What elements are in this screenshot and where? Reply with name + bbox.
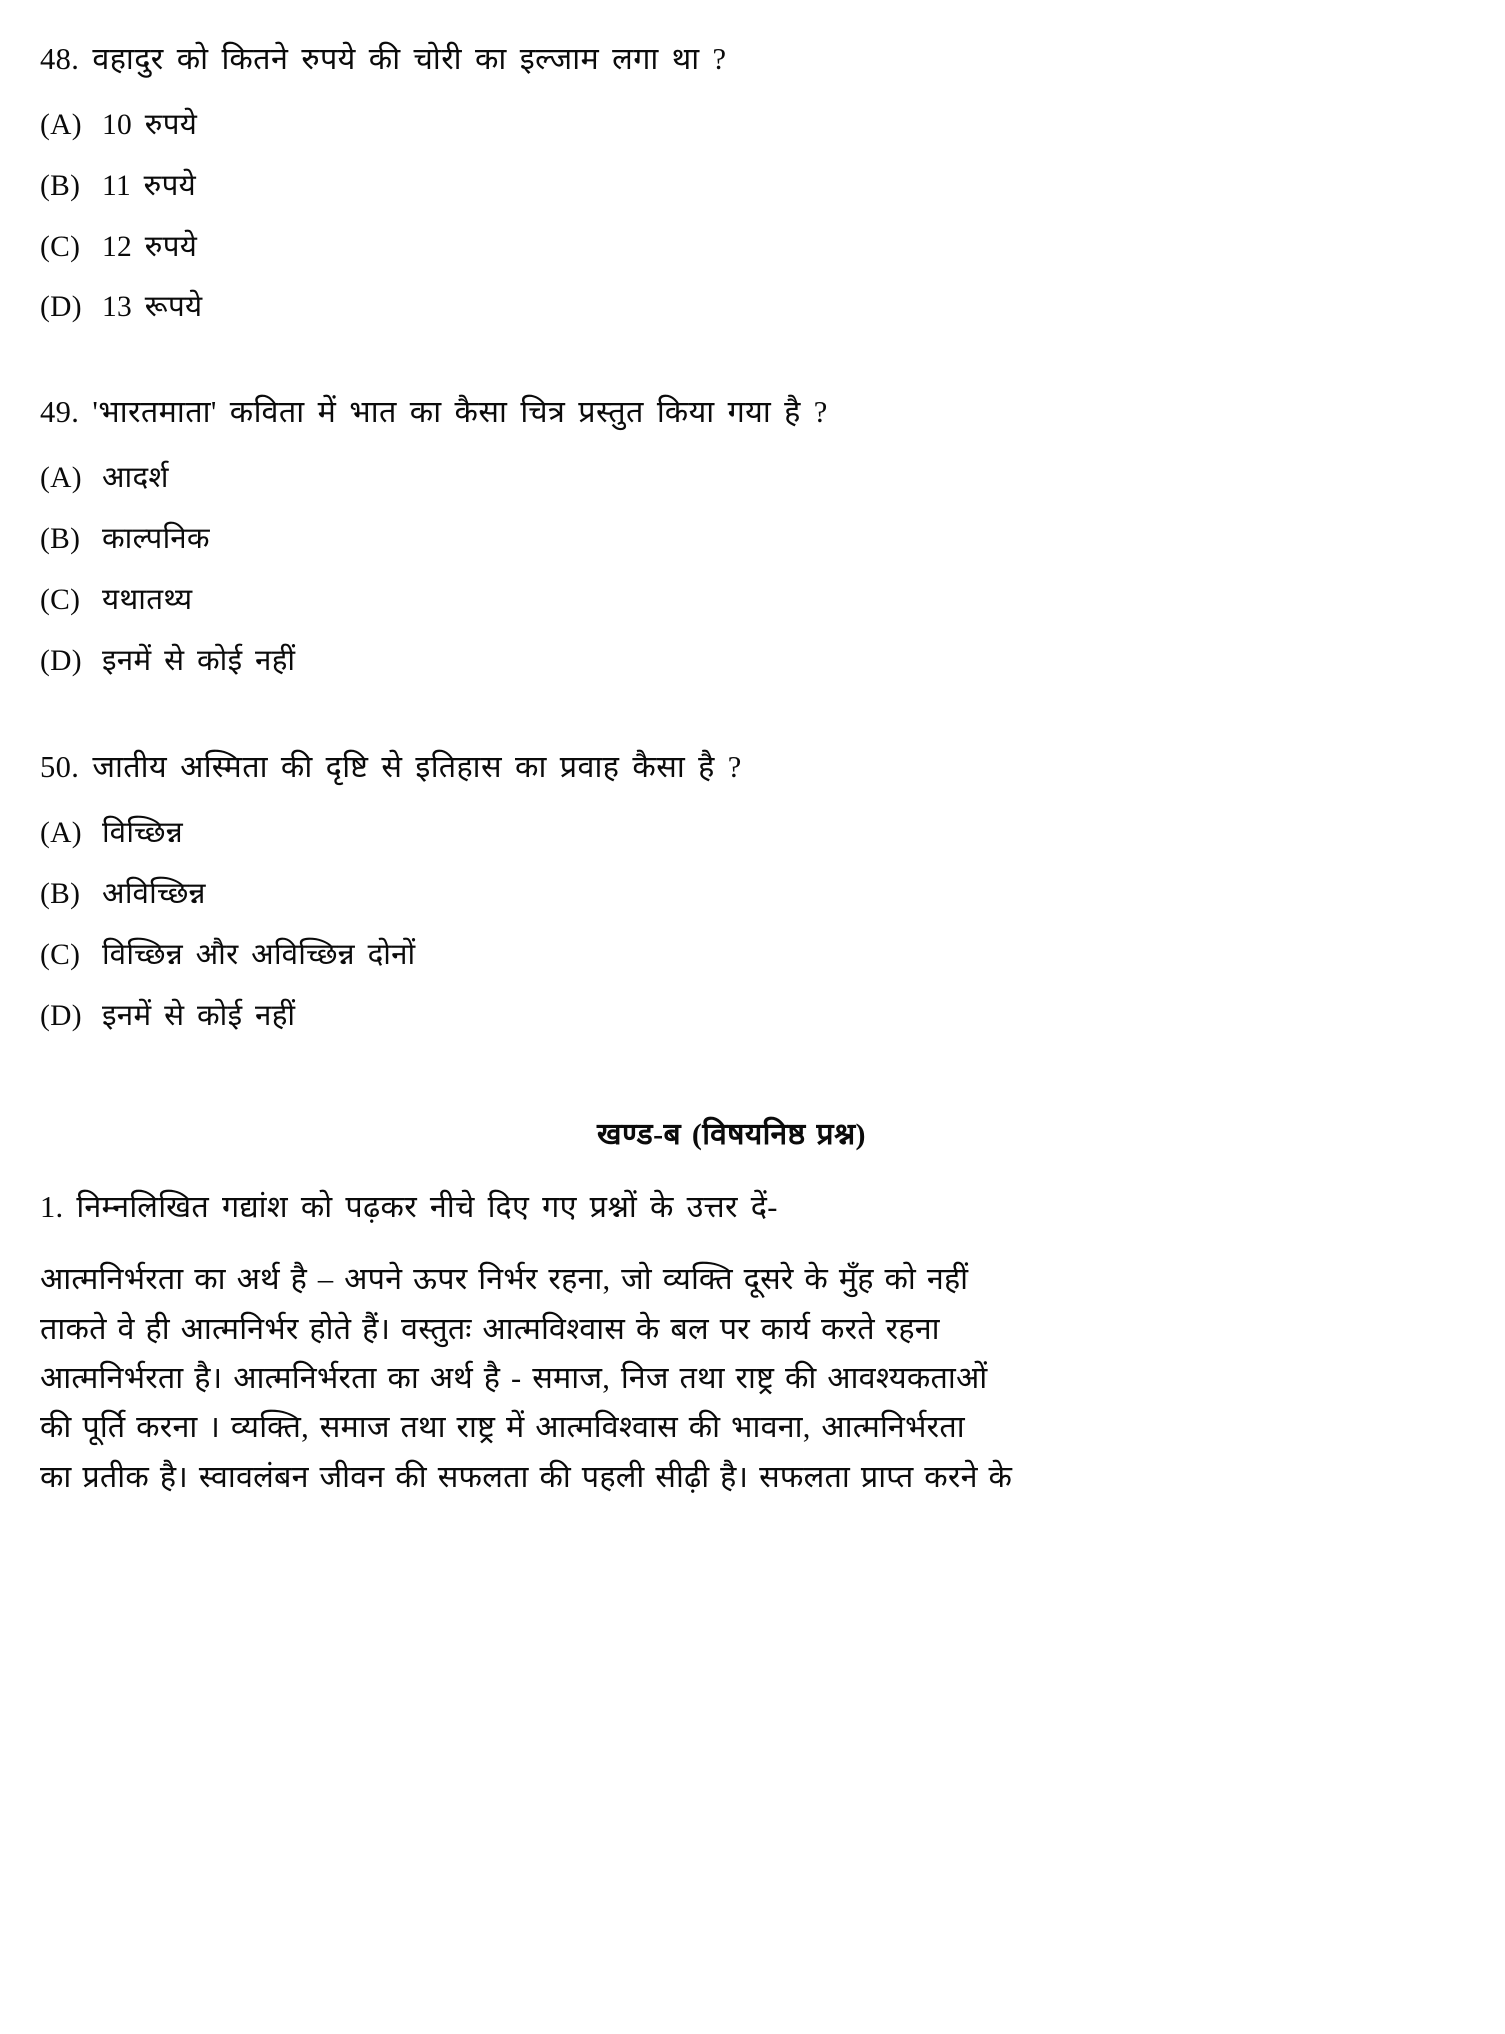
option-text-50-b: अविच्छिन्न xyxy=(102,878,206,911)
passage-line: की पूर्ति करना । व्यक्ति, समाज तथा राष्ट्र में आत्मविश्वास की भावना, आत्मनिर्भरता xyxy=(40,1410,965,1445)
question-number-48: 48. xyxy=(40,42,80,76)
option-key-50-a: (A) xyxy=(40,817,82,850)
option-text-48-a: 10 रुपये xyxy=(102,108,198,141)
option-text-49-d: इनमें से कोई नहीं xyxy=(102,644,296,677)
passage-line: ताकते वे ही आत्मनिर्भर होते हैं। वस्तुतः आत्मविश्वास के बल पर कार्य करते रहना xyxy=(40,1311,940,1346)
option-key-50-d: (D) xyxy=(40,999,82,1032)
option-key-48-a: (A) xyxy=(40,108,82,141)
question-text-50: जातीय अस्मिता की दृष्टि से इतिहास का प्रवाह कैसा है ? xyxy=(92,750,742,785)
option-key-49-a: (A) xyxy=(40,462,82,495)
option-row-48-c[interactable] xyxy=(40,230,1453,265)
subjective-question-instruction: निम्नलिखित गद्यांश को पढ़कर नीचे दिए गए प्रश्नों के उत्तर दें- xyxy=(76,1189,778,1224)
option-row-49-c[interactable] xyxy=(40,583,1453,618)
option-row-48-d[interactable] xyxy=(40,290,1453,325)
passage-line: आत्मनिर्भरता का अर्थ है – अपने ऊपर निर्भर रहना, जो व्यक्ति दूसरे के मुँह को नहीं xyxy=(40,1262,969,1297)
subjective-question-number: 1. xyxy=(40,1189,64,1224)
option-row-50-d[interactable] xyxy=(40,999,1453,1034)
option-text-48-b: 11 रुपये xyxy=(102,169,197,202)
option-row-49-d[interactable] xyxy=(40,644,1453,679)
option-row-50-b[interactable] xyxy=(40,877,1453,912)
option-key-48-d: (D) xyxy=(40,291,82,324)
question-line-49 xyxy=(40,395,1453,431)
passage-line: आत्मनिर्भरता है। आत्मनिर्भरता का अर्थ है - समाज, निज तथा राष्ट्र की आवश्यकताओं xyxy=(40,1360,988,1395)
option-row-48-a[interactable] xyxy=(40,108,1453,143)
option-key-49-d: (D) xyxy=(40,644,82,677)
question-line-50 xyxy=(40,750,1453,786)
question-line-48 xyxy=(40,42,1453,78)
subjective-question-1 xyxy=(40,1189,1453,1226)
question-block-49 xyxy=(40,395,1453,678)
option-key-50-b: (B) xyxy=(40,878,81,911)
question-text-49: 'भारतमाता' कविता में भात का कैसा चित्र प्रस्तुत किया गया है ? xyxy=(92,395,828,430)
question-block-48 xyxy=(40,42,1453,325)
passage-line: का प्रतीक है। स्वावलंबन जीवन की सफलता की पहली सीढ़ी है। सफलता प्राप्त करने के xyxy=(40,1459,1013,1494)
option-text-49-b: काल्पनिक xyxy=(102,522,210,555)
option-key-49-b: (B) xyxy=(40,522,81,555)
question-text-48: वहादुर को कितने रुपये की चोरी का इल्जाम लगा था ? xyxy=(92,42,727,76)
question-number-49: 49. xyxy=(40,395,80,430)
option-text-50-c: विच्छिन्न और अविच्छिन्न दोनों xyxy=(102,938,416,971)
option-row-49-a[interactable] xyxy=(40,461,1453,496)
section-heading: खण्ड-ब (विषयनिष्ठ प्रश्न) xyxy=(597,1117,866,1151)
question-number-50: 50. xyxy=(40,750,80,785)
reading-passage xyxy=(40,1255,1453,1502)
option-text-50-a: विच्छिन्न xyxy=(102,817,183,850)
question-block-50 xyxy=(40,750,1453,1033)
option-row-48-b[interactable] xyxy=(40,169,1453,204)
option-text-48-d: 13 रूपये xyxy=(102,291,203,324)
option-row-49-b[interactable] xyxy=(40,522,1453,557)
option-key-49-c: (C) xyxy=(40,583,81,616)
option-key-48-c: (C) xyxy=(40,230,81,263)
option-text-49-c: यथातथ्य xyxy=(102,583,193,616)
option-text-49-a: आदर्श xyxy=(102,462,169,495)
option-row-50-c[interactable] xyxy=(40,938,1453,973)
option-text-48-c: 12 रुपये xyxy=(102,230,198,263)
option-text-50-d: इनमें से कोई नहीं xyxy=(102,999,296,1032)
option-key-50-c: (C) xyxy=(40,938,81,971)
option-row-50-a[interactable] xyxy=(40,816,1453,851)
option-key-48-b: (B) xyxy=(40,169,81,202)
